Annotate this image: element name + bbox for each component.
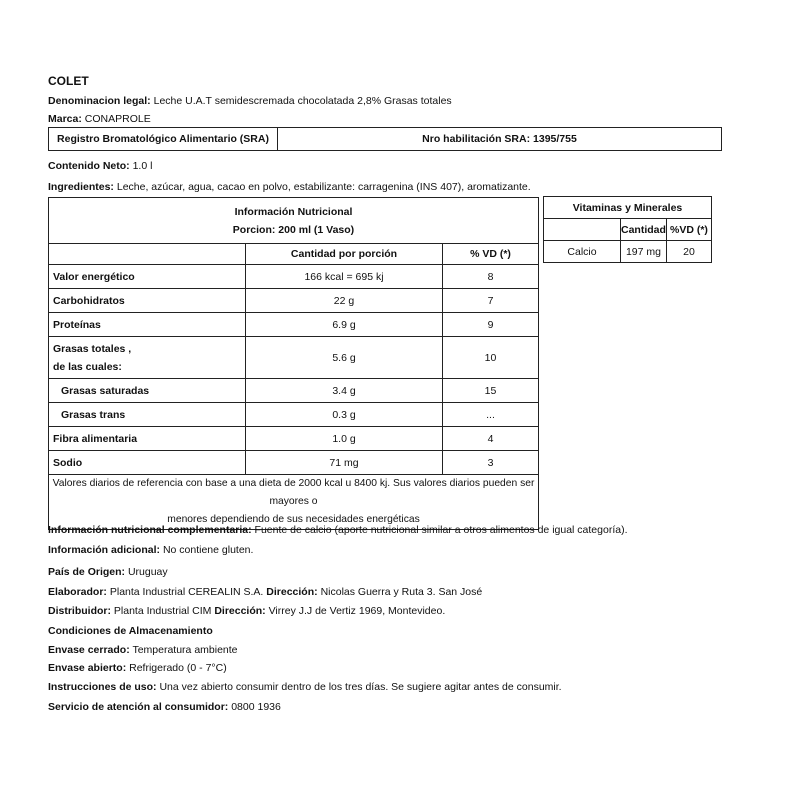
nutrient-vd: 3 bbox=[443, 451, 539, 475]
nutrition-row bbox=[49, 403, 539, 427]
distributor-address-value: Virrey J.J de Vertiz 1969, Montevideo. bbox=[268, 605, 446, 617]
distributor-value: Planta Industrial CIM bbox=[113, 605, 212, 617]
storage-closed-value: Temperatura ambiente bbox=[132, 644, 238, 656]
nutrition-row bbox=[49, 379, 539, 403]
nutrition-footnote bbox=[49, 475, 539, 530]
nutrient-name: Fibra alimentaria bbox=[49, 427, 246, 451]
producer bbox=[48, 586, 482, 599]
producer-address-value: Nicolas Guerra y Ruta 3. San José bbox=[320, 586, 483, 598]
nutrition-col-vd: % VD (*) bbox=[443, 244, 539, 265]
distributor-address-label: Dirección: bbox=[214, 605, 266, 617]
nutrition-title: Información Nutricional bbox=[234, 205, 353, 218]
storage-closed bbox=[48, 644, 238, 657]
consumer-service-value: 0800 1936 bbox=[231, 701, 281, 713]
nutrient-amount: 5.6 g bbox=[246, 337, 443, 379]
additional-info-label: Información adicional: bbox=[48, 544, 161, 556]
brand-label: Marca: bbox=[48, 113, 82, 125]
nutrient-name: Sodio bbox=[49, 451, 246, 475]
nutrition-row bbox=[49, 289, 539, 313]
nutrient-name: Grasas saturadas bbox=[49, 379, 246, 403]
nutrient-amount: 1.0 g bbox=[246, 427, 443, 451]
usage-instructions bbox=[48, 681, 562, 694]
producer-value: Planta Industrial CEREALIN S.A. bbox=[109, 586, 264, 598]
nutrition-row bbox=[49, 451, 539, 475]
vitamins-col-blank bbox=[544, 219, 621, 241]
nutrient-name: Proteínas bbox=[49, 313, 246, 337]
nutrition-table bbox=[48, 197, 539, 530]
complementary-info-label: Información nutricional complementaria: bbox=[48, 524, 252, 536]
nutrient-vd: 10 bbox=[443, 337, 539, 379]
ingredients-label: Ingredientes: bbox=[48, 181, 114, 193]
ingredients bbox=[48, 181, 531, 194]
nutrition-footnote-line1: Valores diarios de referencia con base a una dieta de 2000 kcal u 8400 kj. Sus valores diarios pueden ser mayores o bbox=[52, 478, 535, 507]
vitamins-col-vd: %VD (*) bbox=[666, 219, 711, 241]
storage-open-label: Envase abierto: bbox=[48, 662, 127, 674]
nutrient-amount: 6.9 g bbox=[246, 313, 443, 337]
nutrient-name: Carbohidratos bbox=[49, 289, 246, 313]
producer-address-label: Dirección: bbox=[266, 586, 318, 598]
origin bbox=[48, 566, 168, 579]
storage-open-value: Refrigerado (0 - 7°C) bbox=[129, 662, 227, 674]
usage-instructions-value: Una vez abierto consumir dentro de los tres días. Se sugiere agitar antes de consumir. bbox=[159, 681, 562, 693]
nutrient-vd: 7 bbox=[443, 289, 539, 313]
nutrient-name: Grasas trans bbox=[49, 403, 246, 427]
vitamins-table bbox=[543, 196, 712, 263]
complementary-info-value: Fuente de calcio (aporte nutricional similar a otros alimentos de igual categoría). bbox=[254, 524, 628, 536]
distributor-label: Distribuidor: bbox=[48, 605, 111, 617]
additional-info bbox=[48, 544, 253, 557]
storage-title: Condiciones de Almacenamiento bbox=[48, 625, 213, 637]
nutrient-amount: 71 mg bbox=[246, 451, 443, 475]
vitamins-row bbox=[544, 241, 712, 263]
nutrient-name: Grasas totales , bbox=[53, 342, 132, 355]
nutrient-name-double bbox=[49, 337, 246, 379]
usage-instructions-label: Instrucciones de uso: bbox=[48, 681, 157, 693]
consumer-service-label: Servicio de atención al consumidor: bbox=[48, 701, 229, 713]
storage-open bbox=[48, 662, 227, 675]
nutrition-row bbox=[49, 313, 539, 337]
vitamin-amount: 197 mg bbox=[621, 241, 667, 263]
nutrient-vd: 8 bbox=[443, 265, 539, 289]
nutrient-vd: 9 bbox=[443, 313, 539, 337]
nutrient-vd: 15 bbox=[443, 379, 539, 403]
origin-value: Uruguay bbox=[127, 566, 168, 578]
net-content-label: Contenido Neto: bbox=[48, 160, 130, 172]
nutrition-row bbox=[49, 427, 539, 451]
nutrition-col-amount: Cantidad por porción bbox=[246, 244, 443, 265]
vitamins-col-amount: Cantidad bbox=[621, 219, 667, 241]
vitamins-title: Vitaminas y Minerales bbox=[544, 197, 712, 219]
nutrition-col-blank bbox=[49, 244, 246, 265]
nutrient-amount: 22 g bbox=[246, 289, 443, 313]
complementary-info bbox=[48, 524, 628, 537]
nutrition-footnote-line2: menores dependiendo de sus necesidades energéticas bbox=[167, 514, 420, 525]
registry-right: Nro habilitación SRA: 1395/755 bbox=[278, 128, 722, 151]
vitamin-vd: 20 bbox=[666, 241, 711, 263]
net-content-value: 1.0 l bbox=[132, 160, 153, 172]
registry-left: Registro Bromatológico Alimentario (SRA) bbox=[49, 128, 278, 151]
additional-info-value: No contiene gluten. bbox=[162, 544, 254, 556]
nutrient-name: Valor energético bbox=[49, 265, 246, 289]
brand bbox=[48, 113, 151, 126]
nutrient-amount: 166 kcal = 695 kj bbox=[246, 265, 443, 289]
nutrition-row bbox=[49, 265, 539, 289]
legal-denomination bbox=[48, 95, 452, 108]
legal-denomination-value: Leche U.A.T semidescremada chocolatada 2,8% Grasas totales bbox=[153, 95, 452, 107]
nutrition-portion: Porcion: 200 ml (1 Vaso) bbox=[232, 223, 355, 236]
storage-closed-label: Envase cerrado: bbox=[48, 644, 130, 656]
nutrient-name-sub: de las cuales: bbox=[53, 360, 122, 373]
nutrient-vd: 4 bbox=[443, 427, 539, 451]
brand-value: CONAPROLE bbox=[84, 113, 151, 125]
product-title: COLET bbox=[48, 74, 89, 88]
origin-label: País de Origen: bbox=[48, 566, 126, 578]
producer-label: Elaborador: bbox=[48, 586, 107, 598]
vitamin-name: Calcio bbox=[544, 241, 621, 263]
distributor bbox=[48, 605, 445, 618]
nutrient-amount: 3.4 g bbox=[246, 379, 443, 403]
consumer-service bbox=[48, 701, 281, 714]
legal-denomination-label: Denominacion legal: bbox=[48, 95, 151, 107]
nutrition-header bbox=[49, 198, 539, 244]
nutrient-amount: 0.3 g bbox=[246, 403, 443, 427]
ingredients-value: Leche, azúcar, agua, cacao en polvo, estabilizante: carragenina (INS 407), aromatizante. bbox=[116, 181, 531, 193]
nutrient-vd: ... bbox=[443, 403, 539, 427]
nutrition-row bbox=[49, 337, 539, 379]
registry-table bbox=[48, 127, 722, 151]
net-content bbox=[48, 160, 152, 173]
